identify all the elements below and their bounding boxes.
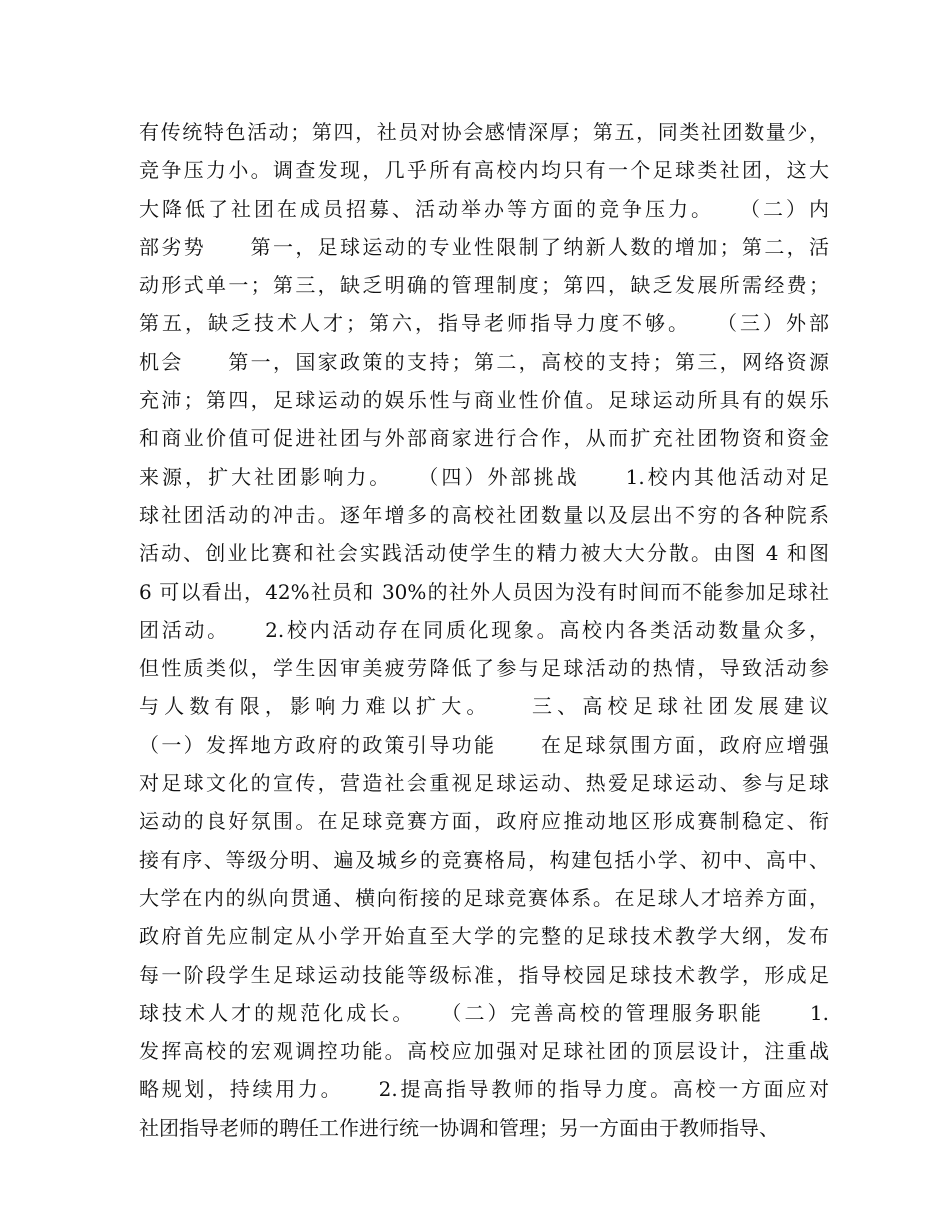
text-line: 和商业价值可促进社团与外部商家进行合作，从而扩充社团物资和资金 — [139, 426, 829, 451]
text-line: 来源，扩大社团影响力。 （四）外部挑战 1.校内其他活动对足 — [139, 464, 829, 489]
text-line: 充沛；第四，足球运动的娱乐性与商业性价值。足球运动所具有的娱乐 — [139, 388, 829, 413]
text-line: 大学在内的纵向贯通、横向衔接的足球竞赛体系。在足球人才培养方面， — [139, 885, 829, 910]
text-line: 球技术人才的规范化成长。 （二）完善高校的管理服务职能 1. — [139, 1000, 829, 1025]
text-line: 6 可以看出，42%社员和 30%的社外人员因为没有时间而不能参加足球社 — [139, 579, 829, 604]
text-line: 竞争压力小。调查发现，几乎所有高校内均只有一个足球类社团，这大 — [139, 158, 829, 183]
text-line: 对足球文化的宣传，营造社会重视足球运动、热爱足球运动、参与足球 — [139, 771, 829, 796]
text-line: （一）发挥地方政府的政策引导功能 在足球氛围方面，政府应增强 — [139, 732, 829, 757]
text-line: 政府首先应制定从小学开始直至大学的完整的足球技术教学大纲，发布 — [139, 924, 829, 949]
text-line: 机会 第一，国家政策的支持；第二，高校的支持；第三，网络资源 — [139, 349, 829, 374]
text-line: 社团指导老师的聘任工作进行统一协调和管理；另一方面由于教师指导、 — [139, 1115, 779, 1140]
text-line: 大降低了社团在成员招募、活动举办等方面的竞争压力。 （二）内 — [139, 196, 829, 221]
text-line: 部劣势 第一，足球运动的专业性限制了纳新人数的增加；第二，活 — [139, 234, 829, 259]
text-line: 有传统特色活动；第四，社员对协会感情深厚；第五，同类社团数量少， — [139, 120, 829, 144]
text-line: 发挥高校的宏观调控功能。高校应加强对足球社团的顶层设计，注重战 — [139, 1039, 829, 1064]
text-line: 动形式单一；第三，缺乏明确的管理制度；第四，缺乏发展所需经费； — [139, 273, 829, 298]
text-line: 团活动。 2.校内活动存在同质化现象。高校内各类活动数量众多， — [139, 617, 829, 642]
text-line: 活动、创业比赛和社会实践活动使学生的精力被大大分散。由图 4 和图 — [139, 541, 829, 566]
text-line: 球社团活动的冲击。逐年增多的高校社团数量以及层出不穷的各种院系 — [139, 502, 829, 527]
text-line: 第五，缺乏技术人才；第六，指导老师指导力度不够。 （三）外部 — [139, 311, 829, 336]
text-line: 每一阶段学生足球运动技能等级标准，指导校园足球技术教学，形成足 — [139, 962, 829, 987]
text-line: 但性质类似，学生因审美疲劳降低了参与足球活动的热情，导致活动参 — [139, 656, 829, 681]
text-line: 略规划，持续用力。 2.提高指导教师的指导力度。高校一方面应对 — [139, 1077, 829, 1102]
text-line: 与人数有限，影响力难以扩大。 三、高校足球社团发展建议 — [139, 694, 829, 719]
text-line: 运动的良好氛围。在足球竞赛方面，政府应推动地区形成赛制稳定、衔 — [139, 809, 829, 834]
body-text — [139, 113, 829, 1147]
text-line: 接有序、等级分明、遍及城乡的竞赛格局，构建包括小学、初中、高中、 — [139, 847, 829, 872]
